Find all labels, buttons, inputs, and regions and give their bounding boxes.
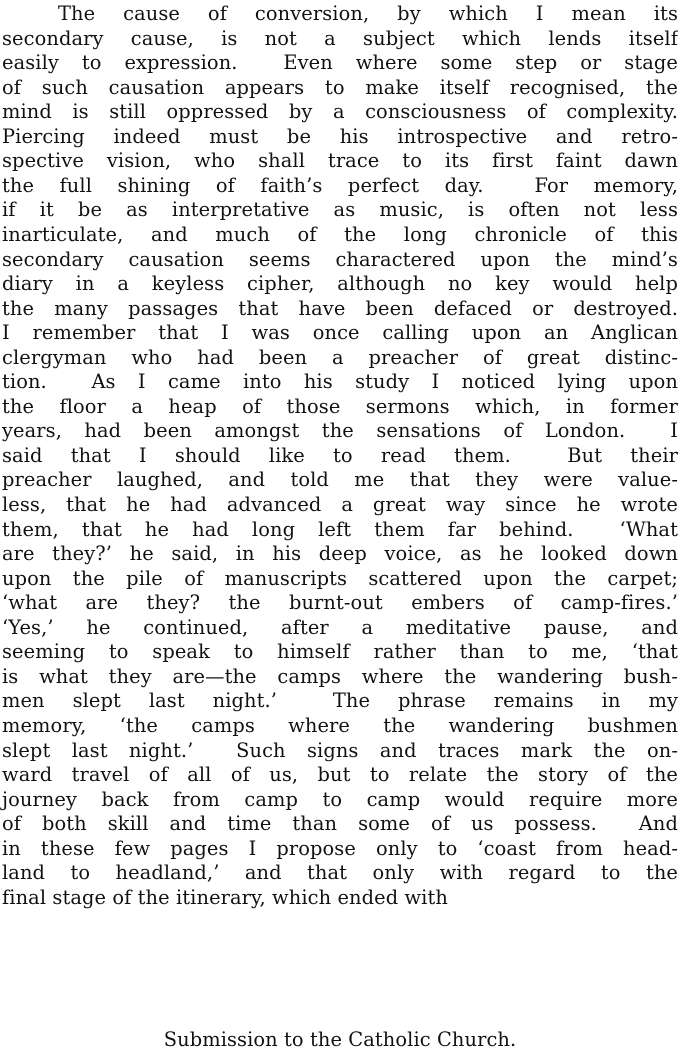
text-line: said that I should like to read them. But their: [2, 443, 678, 467]
text-line: secondary causation seems charactered upon the mind’s: [2, 247, 678, 271]
text-line: ‘what are they? the burnt-out embers of camp-fires.’: [2, 591, 678, 615]
text-line: slept last night.’ Such signs and traces mark the on-: [2, 738, 678, 762]
text-line: The cause of conversion, by which I mean its: [58, 2, 678, 25]
text-line: I remember that I was once calling upon an Anglican: [2, 321, 678, 345]
text-line: men slept last night.’ The phrase remains in my: [2, 689, 678, 713]
text-line: inarticulate, and much of the long chronicle of this: [2, 222, 678, 246]
text-line: if it be as interpretative as music, is often not less: [2, 198, 678, 222]
text-line: land to headland,’ and that only with regard to the: [2, 861, 678, 885]
text-line: in these few pages I propose only to ‘coast from head-: [2, 836, 678, 860]
text-line: memory, ‘the camps where the wandering bushmen: [2, 713, 678, 737]
text-line: upon the pile of manuscripts scattered upon the carpet;: [2, 566, 678, 590]
text-line: final stage of the itinerary, which ended with: [2, 885, 448, 909]
document-page: [2, 0, 678, 1050]
text-line: ward travel of all of us, but to relate the story of the: [2, 763, 678, 787]
text-line: less, that he had advanced a great way since he wrote: [2, 493, 678, 516]
text-line: the floor a heap of those sermons which, in former: [2, 394, 678, 418]
text-line: Piercing indeed must be his introspective and retro-: [2, 124, 678, 148]
text-line: secondary cause, is not a subject which lends itself: [2, 26, 678, 50]
text-line: mind is still oppressed by a consciousness of complexity.: [2, 100, 678, 124]
text-line: the many passages that have been defaced or destroyed.: [2, 296, 678, 320]
text-line: them, that he had long left them far behind. ‘What: [2, 517, 678, 541]
text-line: the full shining of faith’s perfect day. For memory,: [2, 173, 678, 197]
text-line: is what they are—the camps where the wandering bush-: [2, 664, 678, 688]
text-line: are they?’ he said, in his deep voice, as he looked down: [2, 542, 678, 566]
text-line: of both skill and time than some of us possess. And: [2, 812, 678, 836]
text-line: journey back from camp to camp would require more: [2, 787, 678, 811]
closing-heading: Submission to the Catholic Church.: [163, 1028, 517, 1051]
text-line: years, had been amongst the sensations of London. I: [2, 419, 678, 443]
text-line: tion. As I came into his study I noticed lying upon: [2, 370, 678, 394]
text-line: easily to expression. Even where some step or stage: [2, 51, 678, 75]
text-line: ‘Yes,’ he continued, after a meditative pause, and: [2, 615, 678, 639]
text-line: of such causation appears to make itself recognised, the: [2, 75, 678, 99]
text-line: preacher laughed, and told me that they were value-: [2, 468, 678, 492]
text-line: seeming to speak to himself rather than to me, ‘that: [2, 640, 678, 664]
text-line: spective vision, who shall trace to its first faint dawn: [2, 149, 678, 173]
text-line: clergyman who had been a preacher of great distinc-: [2, 345, 678, 369]
text-line: diary in a keyless cipher, although no key would help: [2, 272, 678, 296]
